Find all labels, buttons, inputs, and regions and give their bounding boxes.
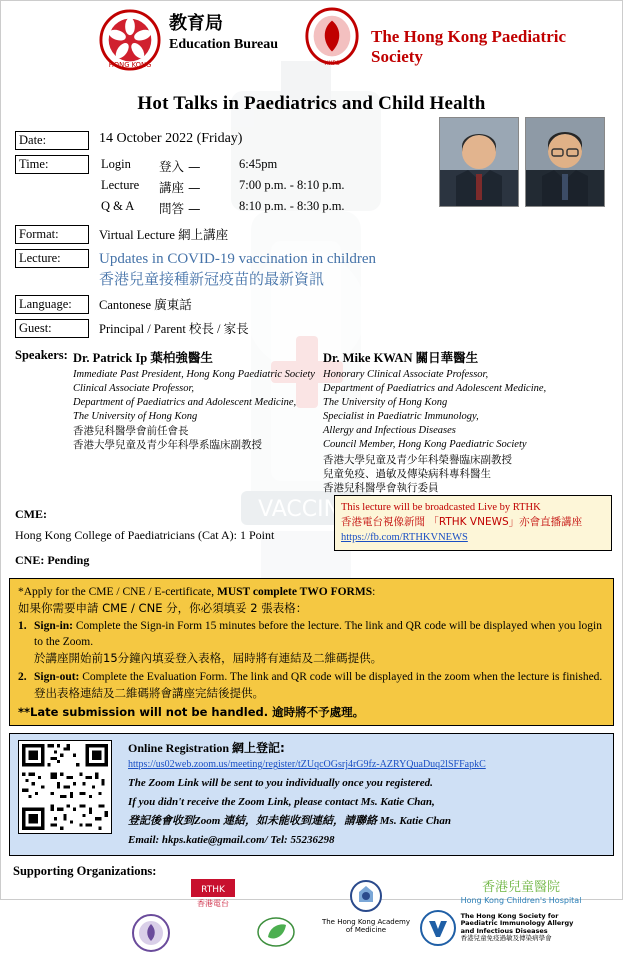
- time-cn-1: 講座 —: [159, 180, 201, 195]
- hkspiaid-logo-icon: [419, 909, 457, 947]
- green-leaf-logo-icon: [256, 915, 296, 949]
- speaker-1-detail-line-cn: 香港大學兒童及青少年科學系臨床副教授: [73, 439, 262, 452]
- date-value: 14 October 2022 (Friday): [99, 131, 243, 146]
- svg-text:HKPS: HKPS: [324, 61, 340, 68]
- time-row-item: [101, 199, 345, 218]
- rthk-line-1: This lecture will be broadcasted Live by RTHK: [341, 502, 541, 513]
- time-label: Time:: [15, 155, 89, 174]
- language-row: [1, 295, 622, 314]
- speaker-2-detail-line: Honorary Clinical Associate Professor,: [323, 368, 489, 380]
- cne-label: CNE: Pending: [15, 553, 90, 568]
- speaker-2-detail-line: Specialist in Paediatric Immunology,: [323, 411, 479, 423]
- apply-item-1-body: [34, 618, 605, 666]
- apply-item-1-en: Complete the Sign-in Form 15 minutes before the lecture. The link and QR code will be displayed when you login to the Zoom.: [34, 620, 603, 649]
- apply-instructions-box: [9, 578, 614, 726]
- event-info: [1, 131, 622, 338]
- apply-item-1-title: Sign-in:: [34, 620, 73, 633]
- speaker-2: [323, 348, 588, 496]
- rthk-logo-icon: [191, 879, 235, 909]
- cme-label: CME:: [15, 507, 47, 522]
- lecture-label: Lecture:: [15, 249, 89, 268]
- lecture-title-cn: 香港兒童接種新冠疫苗的最新資訊: [99, 270, 325, 289]
- svg-text:香港電台: 香港電台: [197, 898, 229, 908]
- registration-note-2: If you didn't receive the Zoom Link, please contact Ms. Katie Chan,: [128, 796, 435, 809]
- speaker-2-detail-line: The University of Hong Kong: [323, 396, 448, 408]
- speaker-2-details: [323, 368, 588, 496]
- lecture-row: [1, 249, 622, 290]
- page-title: Hot Talks in Paediatrics and Child Health: [137, 93, 486, 114]
- org-hkcpaed: [131, 913, 171, 958]
- apply-head-en-1: *Apply for the CME / CNE / E-certificate,: [18, 586, 217, 599]
- time-val-1: 7:00 p.m. - 8:10 p.m.: [239, 178, 345, 192]
- hkam-logo-icon: [349, 879, 383, 913]
- date-row: [1, 131, 622, 150]
- svg-text:VACCINE: VACCINE: [258, 497, 354, 522]
- guest-label: Guest:: [15, 319, 89, 338]
- qr-code-icon[interactable]: [18, 740, 112, 834]
- hkch-logo-icon: [455, 877, 587, 907]
- apply-item: [18, 669, 605, 701]
- time-cn-2: 問答 —: [159, 201, 201, 216]
- format-row: [1, 225, 622, 244]
- org-hkam-caption: The Hong Kong Academy of Medicine: [321, 917, 411, 934]
- apply-item-2-cn: 登出表格連結及二維碼將會講座完結後提供。: [34, 685, 264, 700]
- speaker-2-detail-line-cn: 香港大學兒童及青少年科榮譽臨床副教授: [323, 453, 512, 466]
- registration-text: [112, 740, 605, 849]
- apply-item: [18, 618, 605, 666]
- speaker-2-detail-line: Council Member, Hong Kong Paediatric Society: [323, 439, 527, 451]
- education-bureau-en: Education Bureau: [169, 36, 279, 52]
- speaker-1-detail-line: Immediate Past President, Hong Kong Paediatric Society: [73, 368, 315, 380]
- time-cn-0: 登入 —: [159, 159, 201, 174]
- apply-item-2-body: [34, 669, 605, 701]
- society-title: The Hong Kong Paediatric Society: [371, 27, 567, 66]
- speaker-1-name: Dr. Patrick Ip 葉柏強醫生: [73, 350, 213, 365]
- guest-value: Principal / Parent 校長 / 家長: [99, 321, 249, 336]
- time-values: [89, 155, 347, 220]
- language-value: Cantonese 廣東話: [99, 297, 192, 312]
- hkcpaed-logo-icon: [131, 913, 171, 953]
- registration-link[interactable]: https://us02web.zoom.us/meeting/register/tZUqcOGsrj4rG9fz-AZRYQuaDuq2lSFFapkC: [128, 759, 486, 771]
- org-hkspiaid-caption-4: 香港兒童免疫過敏及傳染病學會: [460, 934, 552, 943]
- apply-item-2-num: 2.: [18, 670, 27, 683]
- svg-text:RTHK: RTHK: [201, 884, 225, 895]
- time-en-2: Q & A: [101, 199, 135, 213]
- org-rthk: [191, 879, 235, 914]
- speaker-1-detail-line: Department of Paediatrics and Adolescent Medicine,: [73, 396, 297, 408]
- speaker-1-detail-line: Clinical Associate Professor,: [73, 382, 195, 394]
- time-val-2: 8:10 p.m. - 8:30 p.m.: [239, 199, 345, 213]
- language-label: Language:: [15, 295, 89, 314]
- registration-title: [128, 740, 605, 757]
- speaker-2-detail-line: Allergy and Infectious Diseases: [323, 425, 456, 437]
- speaker-1-detail-line-cn: 香港兒科醫學會前任會長: [73, 425, 189, 438]
- registration-note-3: 登記後會收到Zoom 連結，如未能收到連結，請聯絡 Ms. Katie Chan: [128, 815, 451, 827]
- apply-head-en-bold: MUST complete TWO FORMS: [216, 586, 373, 599]
- speakers-section: [1, 348, 622, 496]
- svg-text:Hong Kong Children's Hospital: Hong Kong Children's Hospital: [460, 895, 582, 905]
- registration-title-en: Online Registration: [128, 740, 232, 755]
- org-hkspiaid: [401, 909, 591, 947]
- apply-item-1-num: 1.: [18, 620, 27, 633]
- rthk-link[interactable]: https://fb.com/RTHKVNEWS: [341, 532, 468, 544]
- org-hkspiaid-caption-3: and Infectious Diseases: [460, 926, 548, 935]
- speaker-2-detail-line-cn: 香港兒科醫學會執行委員: [323, 481, 439, 494]
- apply-head-en: [18, 584, 605, 600]
- apply-item-1-cn: 於講座開始前15分鐘內填妥登入表格，屆時將有連結及二維碼提供。: [34, 651, 383, 666]
- guest-row: [1, 319, 622, 338]
- org-greenleaf: [256, 915, 296, 954]
- format-value: Virtual Lecture 網上講座: [99, 228, 229, 242]
- org-hkch: [451, 877, 591, 912]
- time-row-item: [101, 157, 345, 176]
- speaker-1-detail-line: The University of Hong Kong: [73, 411, 198, 423]
- education-bureau-text: [169, 13, 278, 53]
- lecture-value: [89, 249, 376, 290]
- apply-head-cn: 如果你需要申請 CME / CNE 分，你必須填妥 2 張表格：: [18, 601, 308, 616]
- speaker-1: [73, 348, 323, 496]
- svg-text:香港兒童醫院: 香港兒童醫院: [481, 879, 561, 895]
- registration-box: [9, 733, 614, 856]
- time-row-item: [101, 178, 345, 197]
- poster-header: [1, 1, 622, 83]
- apply-late-note: **Late submission will not be handled. 逾時將不予處理。: [18, 704, 365, 719]
- org-hkspiaid-caption-1: The Hong Kong Society for: [460, 911, 559, 920]
- hkps-crest-logo-icon: [303, 7, 361, 69]
- registration-contact: Email: hkps.katie@gmail.com/ Tel: 55236298: [128, 833, 335, 846]
- svg-text:HONG KONG: HONG KONG: [108, 61, 152, 70]
- apply-item-2-en: Complete the Evaluation Form. The link and QR code will be displayed in the zoom when the lecture is finished.: [82, 670, 603, 683]
- supporting-orgs: [1, 879, 622, 975]
- registration-note-1: The Zoom Link will be sent to you individually once you registered.: [128, 777, 433, 790]
- speakers-label: Speakers:: [15, 347, 68, 362]
- apply-head-en-2: :: [372, 586, 376, 599]
- rthk-line-2: 香港電台視像新聞 「RTHK VNEWS」亦會直播講座: [341, 516, 583, 529]
- speaker-2-detail-line: Department of Paediatrics and Adolescent Medicine,: [323, 382, 547, 394]
- apply-item-2-title: Sign-out:: [34, 670, 80, 683]
- speaker-2-detail-line-cn: 兒童免疫、過敏及傳染病科專科醫生: [323, 467, 491, 480]
- format-label: Format:: [15, 225, 89, 244]
- cme-value: Hong Kong College of Paediatricians (Cat A): 1 Point: [15, 528, 275, 543]
- rthk-broadcast-box: [334, 495, 612, 551]
- education-bureau-cn: 教育局: [169, 13, 223, 34]
- org-hkspiaid-caption-2: Paediatric Immunology Allergy: [460, 919, 574, 928]
- lecture-title-en: Updates in COVID-19 vaccination in children: [99, 251, 377, 267]
- time-val-0: 6:45pm: [239, 157, 278, 171]
- org-hkam: [321, 879, 411, 934]
- speaker-1-details: [73, 368, 323, 453]
- date-label: Date:: [15, 131, 89, 150]
- hksar-bauhinia-logo-icon: [99, 9, 161, 71]
- time-row: [1, 155, 622, 220]
- supporting-orgs-label: Supporting Organizations:: [13, 863, 157, 878]
- registration-title-cn: 網上登記:: [232, 740, 285, 755]
- time-en-1: Lecture: [101, 178, 140, 192]
- speaker-2-name: Dr. Mike KWAN 關日華醫生: [323, 350, 479, 365]
- time-en-0: Login: [101, 157, 131, 171]
